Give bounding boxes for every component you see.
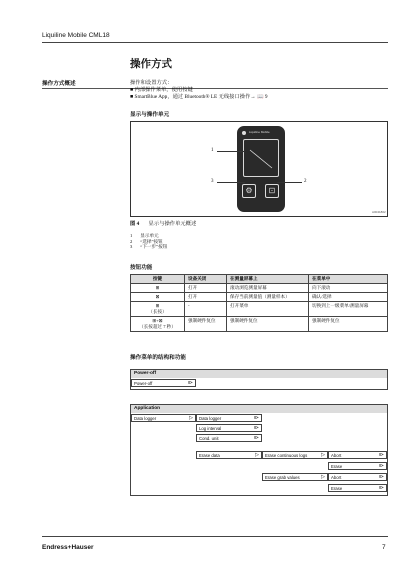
intro-bullet-app: ■ SmartBlue App，通过 Bluetooth® LE 无线接口操作→ 📖 9 <box>130 94 268 101</box>
footer-divider <box>42 536 388 537</box>
select-key-icon: ⊠ <box>155 294 160 299</box>
key-cell <box>131 284 185 293</box>
execute-icon: ⧐ <box>379 474 384 480</box>
execute-icon: ⧐ <box>254 425 259 431</box>
legend-item: 3 “下一步”按钮 <box>130 244 168 250</box>
figure-heading: 显示与操作单元 <box>130 112 170 118</box>
menu-item-poweroff: Power-off ⧐ <box>131 379 196 387</box>
table-row <box>131 302 388 317</box>
menu-item-erase-continuous-logs: Erase continuous logs ▷ <box>262 451 328 459</box>
col-measure-screen: 在测量屏幕上 <box>227 275 309 284</box>
legend-item: 1 显示单元 <box>130 233 159 238</box>
callout-line-1 <box>217 151 245 152</box>
key-note: （长按） <box>148 309 167 314</box>
cell-measure: 保存当前测量值（测量样本） <box>227 293 309 302</box>
cell-off: 强制硬件复位 <box>185 317 227 332</box>
menu-item-log-interval: Log interval ⧐ <box>196 424 262 432</box>
submenu-icon: ▷ <box>189 415 193 421</box>
document-header-title: Liquiline Mobile CML18 <box>42 32 110 39</box>
cell-off: - <box>185 302 227 317</box>
select-button-icon: ⊡ <box>265 184 279 198</box>
execute-icon: ⧐ <box>379 485 384 491</box>
col-device-off: 设备关闭 <box>185 275 227 284</box>
display-icon <box>244 140 280 178</box>
menu-item-erase: Erase ⧐ <box>328 484 387 492</box>
submenu-icon: ▷ <box>321 452 325 458</box>
cell-measure: 打开菜单 <box>227 302 309 317</box>
menu-item-data-logger-root: Data logger ▷ <box>131 414 196 422</box>
col-key: 按键 <box>131 275 185 284</box>
cell-menu: 确认/选择 <box>309 293 388 302</box>
execute-icon: ⧐ <box>379 463 384 469</box>
menu-item-erase-grab-values: Erase grab values ▷ <box>262 473 328 481</box>
cell-measure: 强制硬件复位 <box>227 317 309 332</box>
menu-item-abort: Abort ⧐ <box>328 473 387 481</box>
execute-icon: ⧐ <box>188 380 193 386</box>
cell-measure: 滚动浏览测量屏幕 <box>227 284 309 293</box>
menu-item-erase-data: Erase data ▷ <box>196 451 262 459</box>
menu-item-data-logger: Data logger ⧐ <box>196 414 262 422</box>
menu-item-erase: Erase ⧐ <box>328 462 387 470</box>
application-title: Application <box>131 405 387 413</box>
table-row <box>131 284 388 293</box>
execute-icon: ⧐ <box>379 452 384 458</box>
key-cell <box>131 302 185 317</box>
execute-icon: ⧐ <box>254 415 259 421</box>
callout-2: 2 <box>304 179 307 184</box>
table-row <box>131 317 388 332</box>
key-note: （长按超过 7 秒） <box>139 324 176 329</box>
intro-bullet-menu: ■ 内部操作菜单，使用按键 <box>130 87 193 94</box>
table-row <box>131 293 388 302</box>
cell-menu: 强制硬件复位 <box>309 317 388 332</box>
footer-company: Endress+Hauser <box>42 544 94 551</box>
menu-item-abort: Abort ⧐ <box>328 451 387 459</box>
device-display <box>243 139 279 177</box>
legend-item: 2 “选择”按钮 <box>130 238 163 244</box>
callout-3: 3 <box>211 179 214 184</box>
execute-icon: ⧐ <box>254 435 259 441</box>
page-number: 7 <box>382 544 386 551</box>
key-cell <box>131 317 185 332</box>
figure-caption <box>130 221 196 228</box>
button-function-table <box>130 274 388 332</box>
device-illustration <box>237 126 285 212</box>
table-header-row <box>131 275 388 284</box>
settings-button-icon: ⚙ <box>242 184 256 198</box>
menu-structure-heading: 操作菜单的结构和功能 <box>130 355 186 361</box>
menu-item-cond-unit: Cond. unit ⧐ <box>196 434 262 442</box>
caption-text: 显示与操作单元概述 <box>148 221 197 227</box>
cell-menu: 向下滚动 <box>309 284 388 293</box>
key-cell <box>131 293 185 302</box>
next-key-icon: ⊞ <box>155 303 160 308</box>
cell-off: 打开 <box>185 284 227 293</box>
chapter-title: 操作方式 <box>130 59 172 70</box>
intro-block <box>130 80 268 102</box>
callout-line-3 <box>217 182 245 183</box>
submenu-icon: ▷ <box>321 474 325 480</box>
cell-menu: 切换到上一级菜单/测量屏幕 <box>309 302 388 317</box>
section-label: 操作方式概述 <box>42 81 76 87</box>
callout-1: 1 <box>211 148 214 153</box>
poweroff-title: Power-off <box>131 370 387 378</box>
header-divider <box>42 42 388 43</box>
device-brand: Liquiline Mobile <box>249 130 270 134</box>
button-table-heading: 按钮功能 <box>130 265 153 271</box>
submenu-icon: ▷ <box>255 452 259 458</box>
combo-key-icon: ⊞+⊠ <box>152 318 163 323</box>
cell-off: 打开 <box>185 293 227 302</box>
intro-line: 操作和设置方式： <box>130 80 173 86</box>
image-id: A0041802 <box>372 210 386 214</box>
callout-line-2 <box>277 182 302 183</box>
next-key-icon: ⊞ <box>155 285 160 290</box>
led-icon <box>242 131 246 135</box>
figure-legend <box>130 233 167 250</box>
col-menu: 在菜单中 <box>309 275 388 284</box>
caption-number: 图 4 <box>130 221 140 227</box>
